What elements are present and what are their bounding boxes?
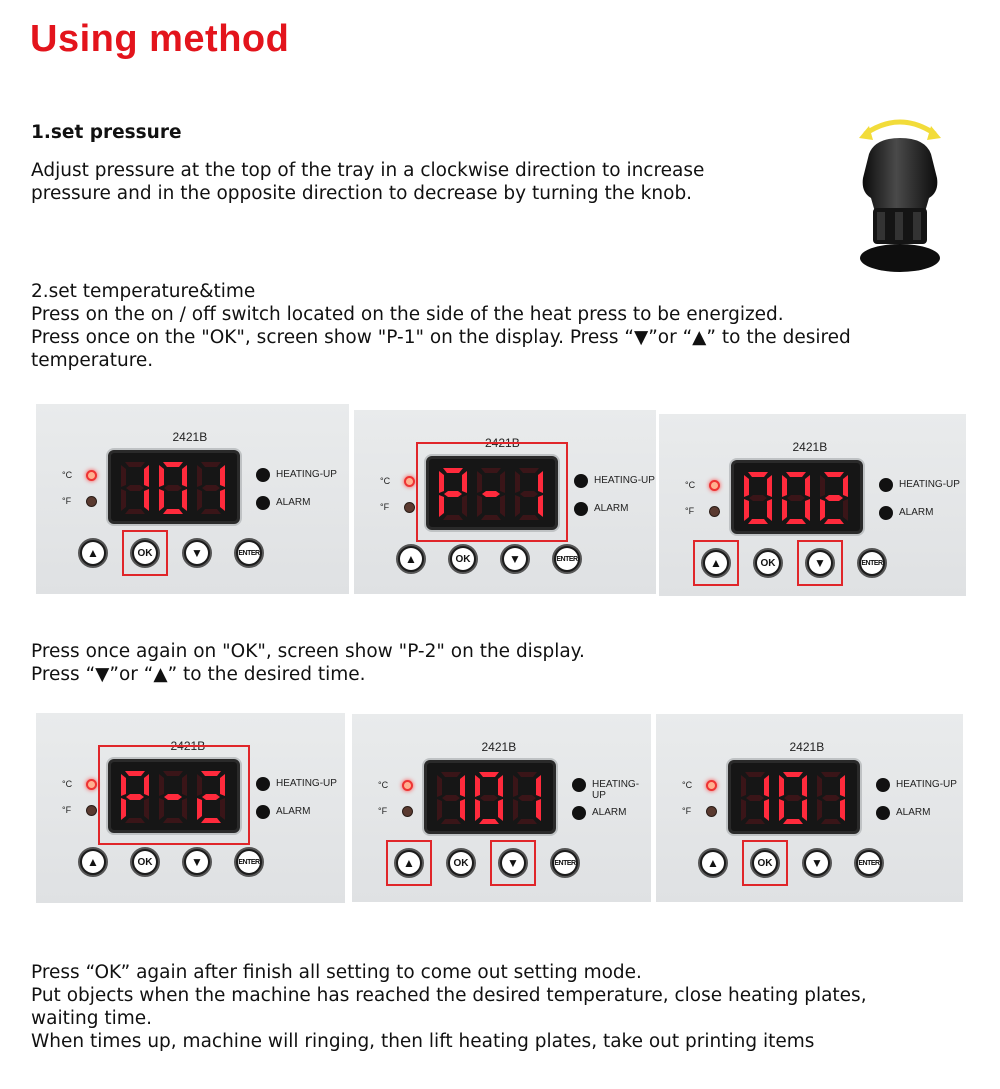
seven-segment-readout [119,459,231,517]
segment-c [220,489,225,511]
segment-a [163,462,183,467]
highlight-box [490,840,536,886]
control-panel-photo-3 [659,414,966,596]
alarm-label: ALARM [899,507,934,518]
segment-b [460,775,465,797]
heating-up-indicator [574,474,588,488]
segment-d [786,519,806,524]
ok-button[interactable] [448,544,478,574]
segment-e [744,499,749,521]
segment-g [442,795,460,801]
up_arrow-glyph: ▲ [710,556,722,570]
model-number: 2421B [172,430,208,444]
fahrenheit-led [402,806,413,817]
alarm-indicator [876,806,890,820]
display-digit [782,472,810,524]
enter-glyph: ENTER [861,559,883,567]
heating-up-indicator [876,778,890,792]
fahrenheit-label: °F [682,806,692,816]
display-digit [197,462,225,514]
pressure-knob-image [855,108,945,276]
display-digit [779,772,807,824]
segment-c [802,799,807,821]
control-panel-photo-1 [36,404,349,594]
segment-a [479,772,499,777]
segment-d [479,819,499,824]
page-title: Using method [30,18,290,60]
segment-f [817,775,822,797]
seven-segment-readout [739,769,851,827]
model-number: 2421B [485,436,520,450]
enter-button-label [238,542,260,564]
enter-button-label [554,852,576,874]
up_arrow-glyph: ▲ [403,856,415,870]
segment-f [782,475,787,497]
segment-d [125,509,145,514]
segment-g [787,495,805,501]
segment-c [767,499,772,521]
segment-c [840,799,845,821]
ok-button[interactable] [753,548,783,578]
segment-a [517,772,537,777]
segment-f [159,465,164,487]
highlight-box [416,442,568,542]
heating-up-indicator [256,777,270,791]
fahrenheit-label: °F [380,502,390,512]
up-arrow-button[interactable] [698,848,728,878]
heating-up-label: HEATING-UP [594,475,655,486]
segment-b [802,775,807,797]
ok-button-label [450,852,472,874]
segment-d [824,519,844,524]
alarm-label: ALARM [592,807,627,818]
segment-a [201,462,221,467]
section3-text-line1: Press once again on "OK", screen show "P-2" on the display. [31,641,585,662]
fahrenheit-label: °F [685,506,695,516]
segment-b [182,465,187,487]
segment-g [202,485,220,491]
led-display [731,460,863,534]
segment-a [821,772,841,777]
segment-b [144,465,149,487]
section2-text-line1: Press on the on / off switch located on the side of the heat press to be energized. [31,304,784,325]
display-digit [820,472,848,524]
down-arrow-button-label [806,852,828,874]
segment-d [441,819,461,824]
up-arrow-button-label [400,548,422,570]
segment-b [805,475,810,497]
segment-a [824,472,844,477]
up_arrow-glyph: ▲ [405,552,417,566]
segment-b [220,465,225,487]
segment-c [144,489,149,511]
segment-e [782,499,787,521]
enter-button[interactable] [234,847,264,877]
celsius-led [706,780,717,791]
section1-text-line2: pressure and in the opposite direction to decrease by turning the knob. [31,183,693,204]
heating-up-label: HEATING-UP [899,479,960,490]
segment-a [748,472,768,477]
celsius-led [709,480,720,491]
up-arrow-button[interactable] [78,538,108,568]
down_arrow-glyph: ▼ [811,856,823,870]
segment-d [163,509,183,514]
celsius-label: °C [62,470,73,480]
down-arrow-button-label [504,548,526,570]
enter-button-label [861,552,883,574]
enter-button[interactable] [234,538,264,568]
segment-b [764,775,769,797]
enter-button[interactable] [854,848,884,878]
heating-up-indicator [879,478,893,492]
segment-f [197,465,202,487]
heating-up-indicator [572,778,586,792]
display-digit [817,772,845,824]
alarm-label: ALARM [276,497,311,508]
segment-b [843,475,848,497]
segment-a [783,772,803,777]
alarm-label: ALARM [276,806,311,817]
section2-text-line3: temperature. [31,350,154,371]
segment-g [822,795,840,801]
highlight-box [386,840,432,886]
display-digit [741,772,769,824]
display-digit [513,772,541,824]
celsius-label: °C [685,480,696,490]
segment-c [460,799,465,821]
heating-up-label: HEATING-UP [592,779,640,801]
fahrenheit-led [709,506,720,517]
segment-d [783,819,803,824]
seven-segment-readout [435,769,547,827]
celsius-led [404,476,415,487]
heating-up-label: HEATING-UP [276,778,337,789]
celsius-led [402,780,413,791]
segment-d [745,819,765,824]
down_arrow-glyph: ▼ [191,855,203,869]
segment-b [840,775,845,797]
up-arrow-button-label [82,542,104,564]
up_arrow-glyph: ▲ [87,855,99,869]
section1-heading: 1.set pressure [31,122,182,143]
control-panel-photo-6 [656,714,963,902]
segment-f [744,475,749,497]
section1-text-line1: Adjust pressure at the top of the tray in a clockwise direction to increase [31,160,705,181]
enter-button-label [556,548,578,570]
segment-e [817,799,822,821]
fahrenheit-label: °F [62,805,72,815]
led-display [108,450,240,524]
segment-f [513,775,518,797]
segment-a [786,472,806,477]
segment-g [164,485,182,491]
down_arrow-glyph: ▼ [814,556,826,570]
segment-g [126,485,144,491]
down-arrow-button[interactable] [802,848,832,878]
model-number: 2421B [170,739,206,753]
alarm-indicator [256,805,270,819]
led-display [424,760,556,834]
segment-f [121,465,126,487]
segment-e [475,799,480,821]
highlight-box [693,540,739,586]
segment-e [741,799,746,821]
enter-glyph: ENTER [556,555,578,563]
segment-b [767,475,772,497]
segment-f [820,475,825,497]
segment-c [498,799,503,821]
section2-heading: 2.set temperature&time [31,281,256,302]
display-digit [159,462,187,514]
section2-text-line2: Press once on the "OK", screen show "P-1" on the display. Press “▼”or “▲” to the desired [31,327,851,348]
section3-text-line2: Press “▼”or “▲” to the desired time. [31,664,366,685]
down-arrow-button[interactable] [182,538,212,568]
segment-g [749,495,767,501]
display-digit [121,462,149,514]
segment-f [475,775,480,797]
segment-a [125,462,145,467]
heating-up-label: HEATING-UP [896,779,957,790]
enter-button-label [858,852,880,874]
section4-text-line2: Put objects when the machine has reached the desired temperature, close heating plates, [31,985,867,1006]
down_arrow-glyph: ▼ [191,546,203,560]
segment-b [498,775,503,797]
display-digit [475,772,503,824]
highlight-box [98,745,250,845]
heating-up-label: HEATING-UP [276,469,337,480]
highlight-box [742,840,788,886]
enter-button[interactable] [552,544,582,574]
down-arrow-button-label [186,542,208,564]
model-number: 2421B [789,740,825,754]
segment-c [764,799,769,821]
segment-g [518,795,536,801]
up_arrow-glyph: ▲ [707,856,719,870]
enter-glyph: ENTER [554,859,576,867]
fahrenheit-label: °F [378,806,388,816]
segment-e [513,799,518,821]
segment-e [779,799,784,821]
heating-up-indicator [256,468,270,482]
segment-f [437,775,442,797]
enter-button[interactable] [550,848,580,878]
up-arrow-button-label [702,852,724,874]
display-digit [437,772,465,824]
fahrenheit-led [706,806,717,817]
up_arrow-glyph: ▲ [87,546,99,560]
enter-button[interactable] [857,548,887,578]
down-arrow-button-label [186,851,208,873]
segment-g [825,495,843,501]
control-panel-photo-4 [36,713,345,903]
segment-e [820,499,825,521]
section4-text-line4: When times up, machine will ringing, then lift heating plates, take out printing items [31,1031,815,1052]
segment-d [517,819,537,824]
alarm-label: ALARM [594,503,629,514]
up-arrow-button[interactable] [396,544,426,574]
segment-a [441,772,461,777]
celsius-led [86,779,97,790]
up-arrow-button-label [82,851,104,873]
ok-button[interactable] [130,847,160,877]
alarm-indicator [574,502,588,516]
control-panel-photo-2 [354,410,656,594]
segment-c [536,799,541,821]
alarm-indicator [256,496,270,510]
section4-text-line1: Press “OK” again after finish all setting to come out setting mode. [31,962,642,983]
segment-g [784,795,802,801]
down-arrow-button[interactable] [500,544,530,574]
segment-e [121,489,126,511]
fahrenheit-led [86,805,97,816]
display-digit [744,472,772,524]
seven-segment-readout [742,469,854,527]
enter-glyph: ENTER [858,859,880,867]
celsius-label: °C [378,780,389,790]
alarm-indicator [572,806,586,820]
ok-glyph: OK [137,856,153,868]
segment-e [159,489,164,511]
control-panel-photo-5 [352,714,651,902]
alarm-label: ALARM [896,807,931,818]
segment-e [437,799,442,821]
ok-glyph: OK [455,553,471,565]
segment-b [536,775,541,797]
fahrenheit-led [86,496,97,507]
segment-f [779,775,784,797]
fahrenheit-led [404,502,415,513]
ok-glyph: OK [137,547,153,559]
fahrenheit-label: °F [62,496,72,506]
enter-button-label [238,851,260,873]
celsius-label: °C [682,780,693,790]
ok-button-label [452,548,474,570]
segment-d [748,519,768,524]
highlight-box [122,530,168,576]
down-arrow-button[interactable] [182,847,212,877]
segment-g [480,795,498,801]
model-number: 2421B [481,740,517,754]
segment-c [182,489,187,511]
section4-text-line3: waiting time. [31,1008,153,1029]
segment-c [805,499,810,521]
down_arrow-glyph: ▼ [507,856,519,870]
segment-e [197,489,202,511]
led-display [728,760,860,834]
ok-glyph: OK [760,557,776,569]
segment-d [821,819,841,824]
segment-a [745,772,765,777]
down_arrow-glyph: ▼ [509,552,521,566]
alarm-indicator [879,506,893,520]
ok-glyph: OK [757,857,773,869]
segment-c [843,499,848,521]
ok-button[interactable] [446,848,476,878]
ok-button-label [757,552,779,574]
model-number: 2421B [792,440,828,454]
highlight-box [797,540,843,586]
celsius-label: °C [380,476,391,486]
up-arrow-button[interactable] [78,847,108,877]
celsius-label: °C [62,779,73,789]
enter-glyph: ENTER [238,549,260,557]
enter-glyph: ENTER [238,858,260,866]
ok-button-label [134,851,156,873]
ok-glyph: OK [453,857,469,869]
segment-g [746,795,764,801]
celsius-led [86,470,97,481]
segment-f [741,775,746,797]
segment-d [201,509,221,514]
